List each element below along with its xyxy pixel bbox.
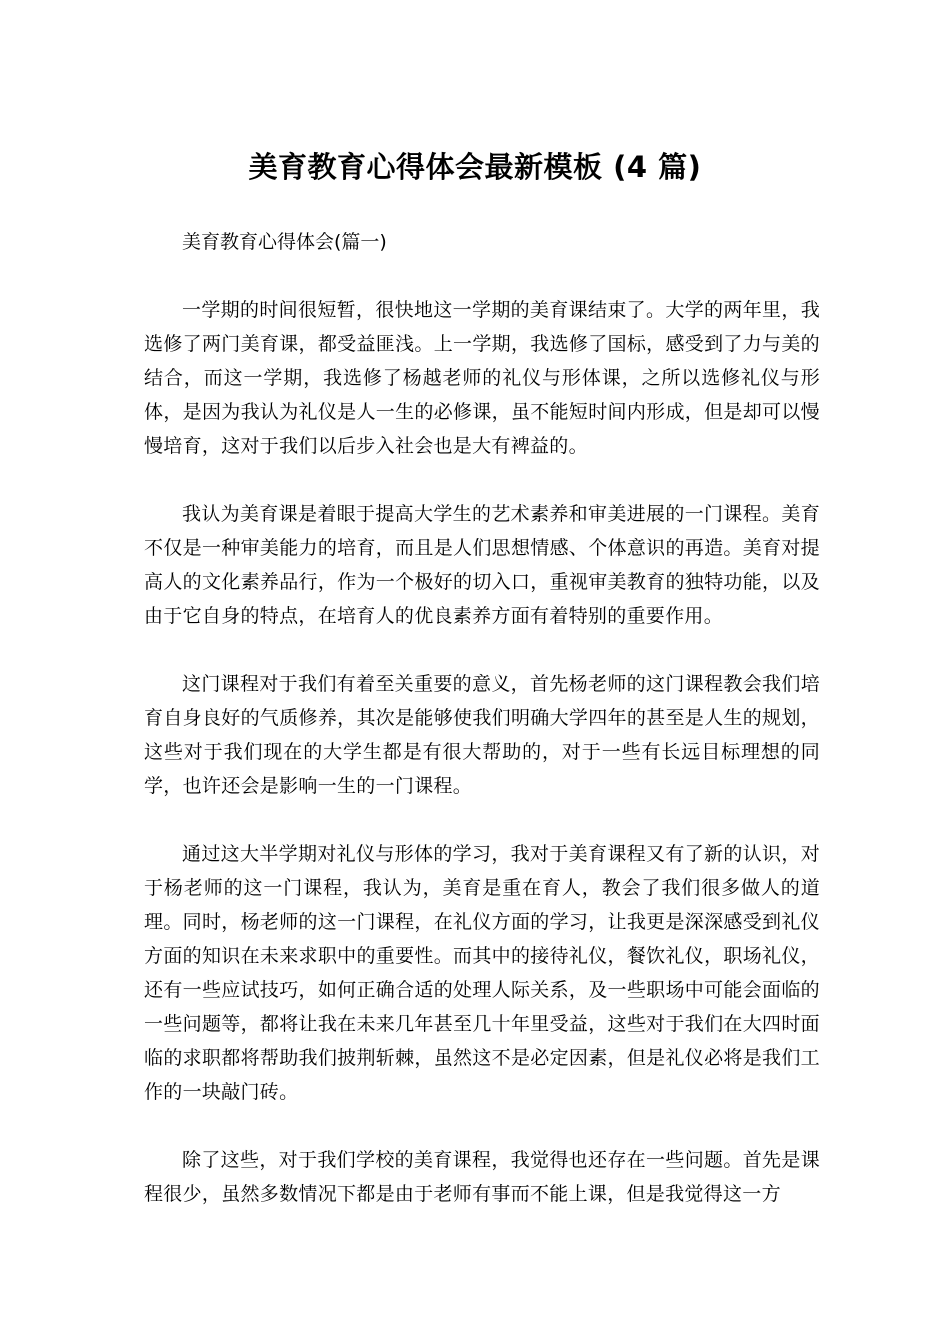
page-title: 美育教育心得体会最新模板 (4 篇) bbox=[248, 150, 702, 184]
document-body bbox=[144, 293, 820, 1245]
section-heading: 美育教育心得体会(篇一) bbox=[182, 231, 387, 253]
paragraph-1: 一学期的时间很短暂，很快地这一学期的美育课结束了。大学的两年里，我选修了两门美育课，都受益匪浅。上一学期，我选修了国标，感受到了力与美的结合，而这一学期，我选修了杨越老师的礼仪与形体课，之所以选修礼仪与形体，是因为我认为礼仪是人一生的必修课，虽不能短时间内形成，但是却可以慢慢培育，这对于我们以后步入社会也是大有裨益的。 bbox=[144, 299, 820, 457]
paragraph-5: 除了这些，对于我们学校的美育课程，我觉得也还存在一些问题。首先是课程很少，虽然多数情况下都是由于老师有事而不能上课，但是我觉得这一方 bbox=[144, 1149, 820, 1205]
paragraph-2: 我认为美育课是着眼于提高大学生的艺术素养和审美进展的一门课程。美育不仅是一种审美能力的培育，而且是人们思想情感、个体意识的再造。美育对提高人的文化素养品行，作为一个极好的切入口，重视审美教育的独特功能，以及由于它自身的特点，在培育人的优良素养方面有着特别的重要作用。 bbox=[144, 503, 820, 627]
paragraph-4: 通过这大半学期对礼仪与形体的学习，我对于美育课程又有了新的认识，对于杨老师的这一门课程，我认为，美育是重在育人，教会了我们很多做人的道理。同时，杨老师的这一门课程，在礼仪方面的学习，让我更是深深感受到礼仪方面的知识在未来求职中的重要性。而其中的接待礼仪，餐饮礼仪，职场礼仪，还有一些应试技巧，如何正确合适的处理人际关系，及一些职场中可能会面临的一些问题等，都将让我在未来几年甚至几十年里受益，这些对于我们在大四时面临的求职都将帮助我们披荆斩棘，虽然这不是必定因素，但是礼仪必将是我们工作的一块敲门砖。 bbox=[144, 843, 820, 1103]
paragraph-3: 这门课程对于我们有着至关重要的意义，首先杨老师的这门课程教会我们培育自身良好的气质修养，其次是能够使我们明确大学四年的甚至是人生的规划，这些对于我们现在的大学生都是有很大帮助的，对于一些有长远目标理想的同学，也许还会是影响一生的一门课程。 bbox=[144, 673, 820, 797]
